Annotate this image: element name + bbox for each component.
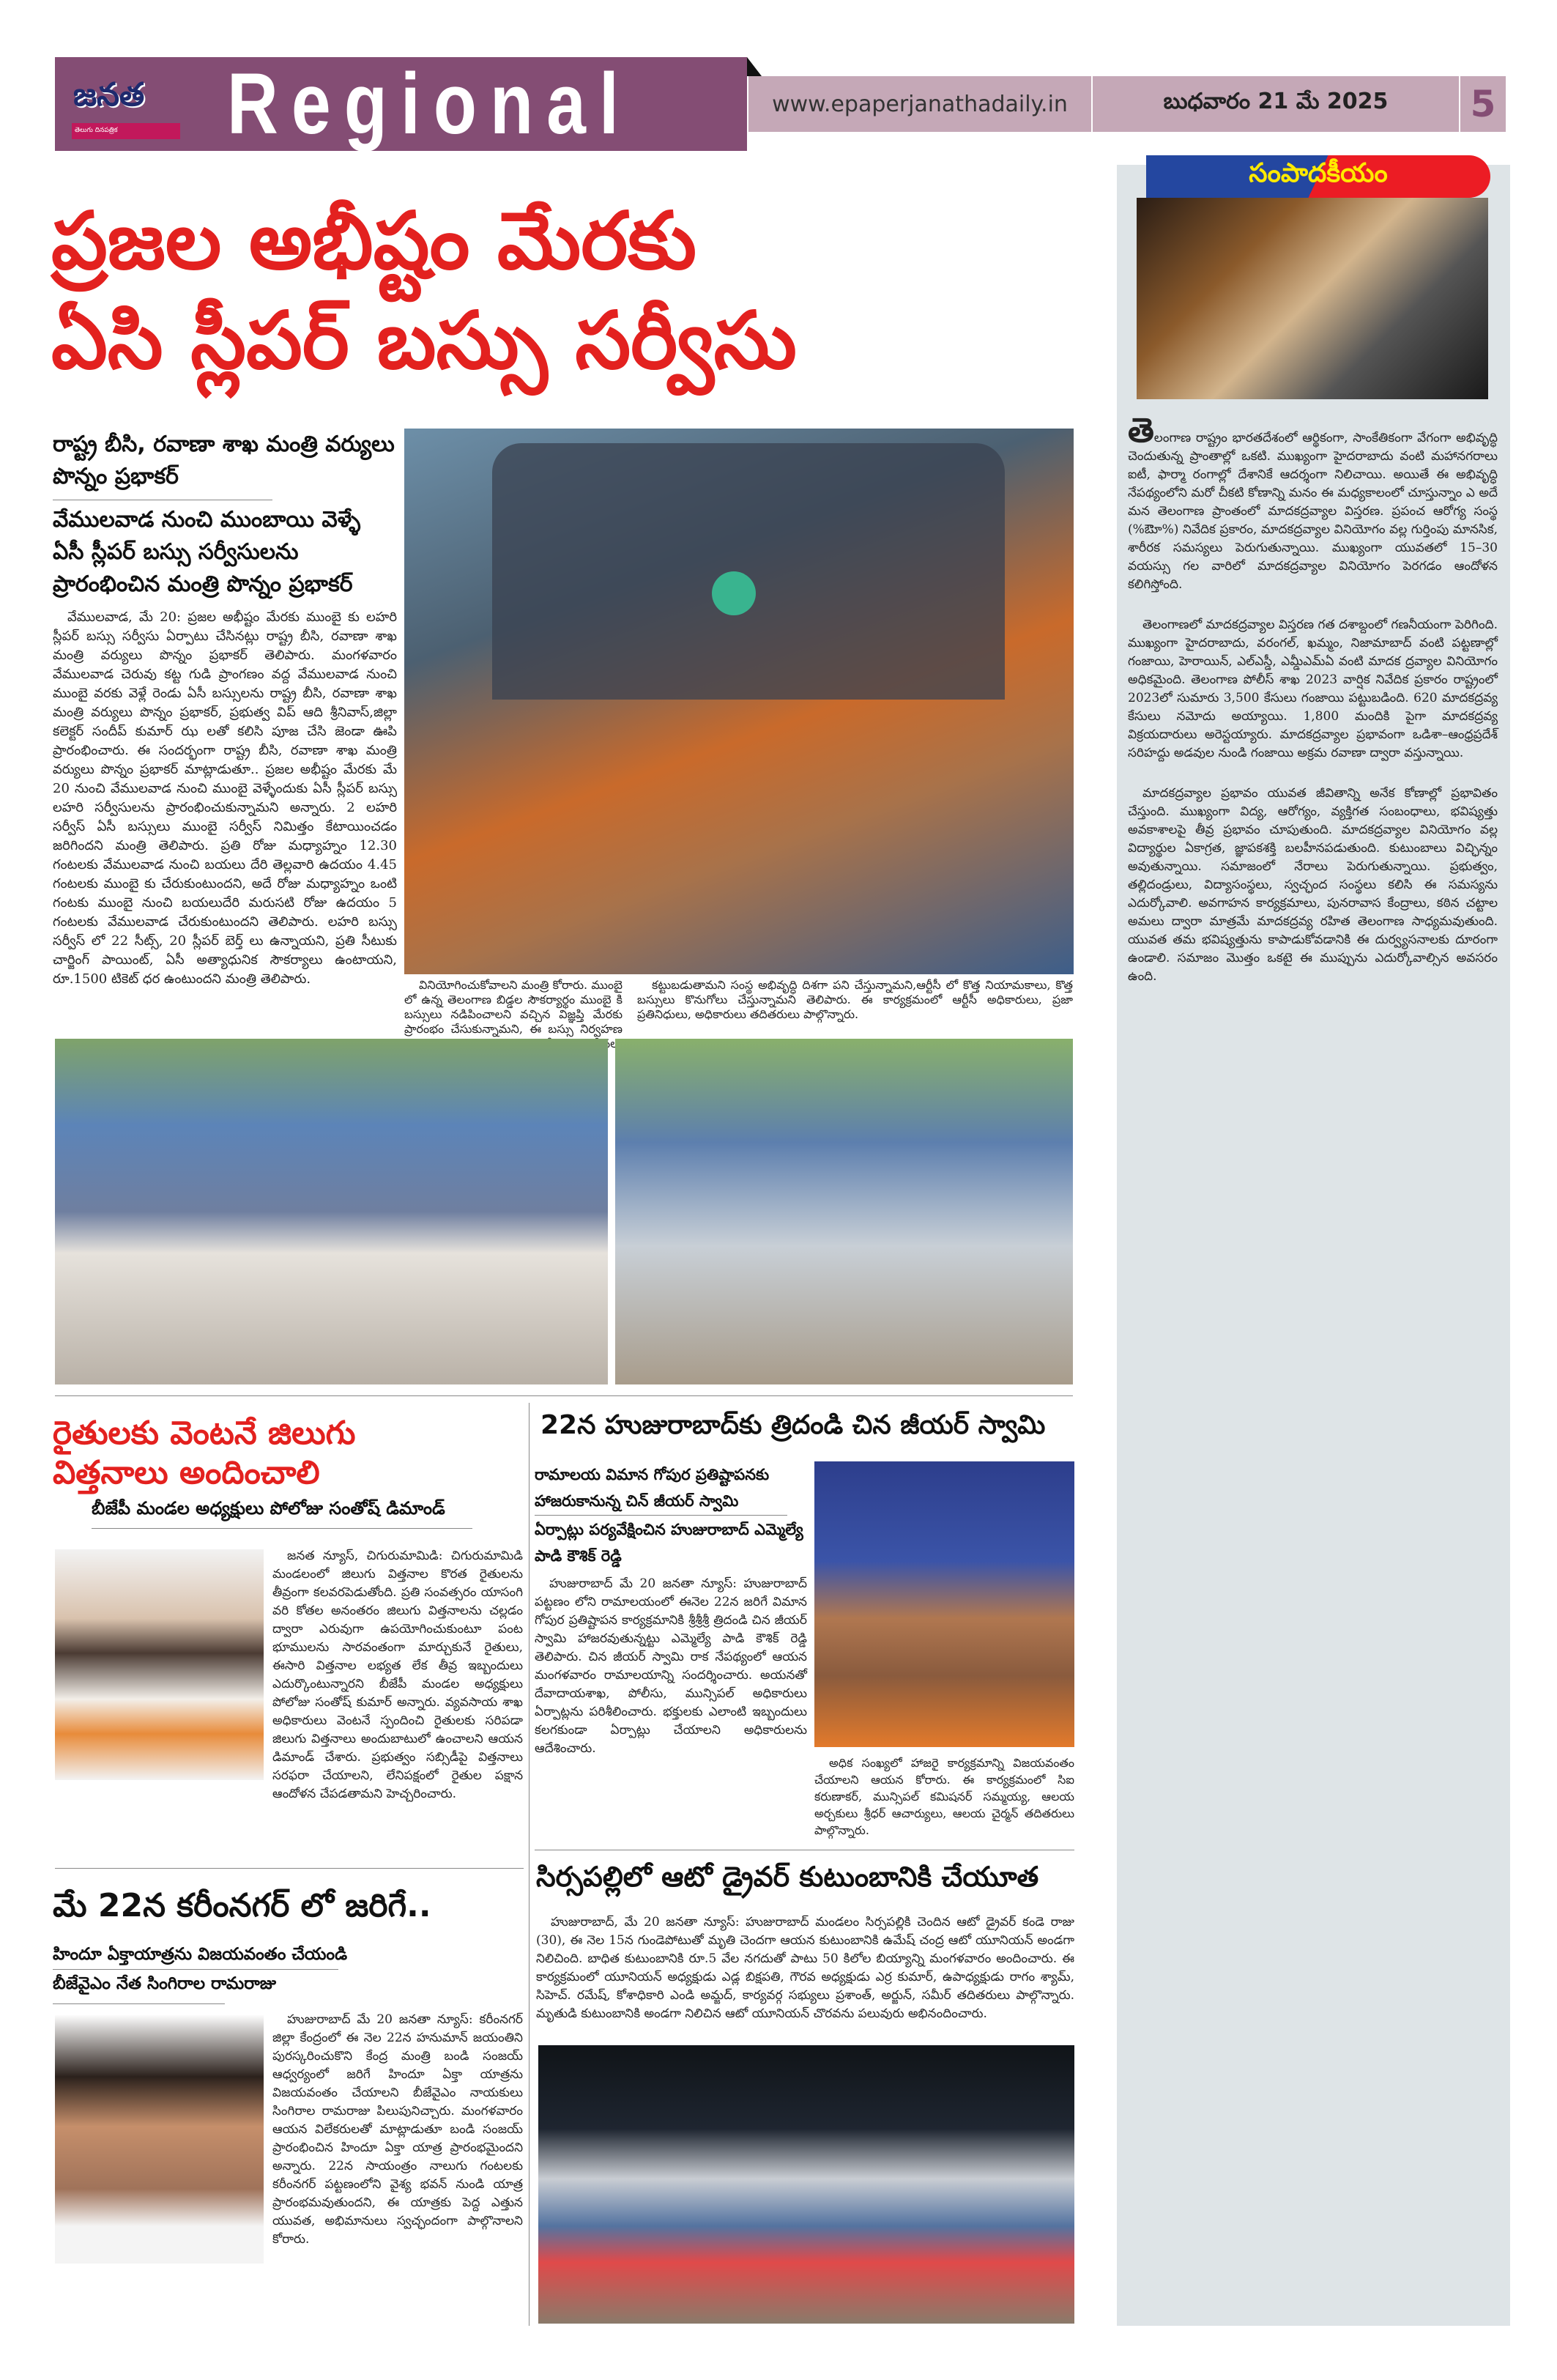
- editorial-paragraph-2: తెలంగాణలో మాదకద్రవ్యాల విస్తరణ గత దశాబ్దంలో గణనీయంగా పెరిగింది. ముఖ్యంగా హైదరాబాదు, వరంగల్, ఖమ్మం, నిజామాబాద్ వంటి పట్టణాల్లో గంజాయి, హెరాయిన్, ఎల్ఎస్డీ, ఎమ్డీఎమ్ఏ వంటి మాదక ద్రవ్యాల వినియోగం అధికమైంది. తెలంగాణ పోలీస్ శాఖ 2023 వార్షిక నివేదిక ప్రకారం రాష్ట్రంలో 2023లో సుమారు 3,500 కేసులు గంజాయి పట్టుబడింది. 620 మాదకద్రవ్య కేసులు నమోదు అయ్యాయి. 1,800 మందికి పైగా మాదకద్రవ్య విక్రయదారులు అరెస్టయ్యారు. మాదకద్రవ్యాల ప్రభావంగా ఒడిశా–ఆంధ్రప్రదేశ్ సరిహద్దు అడవుల నుండి గంజాయి అక్రమ రవాణా ద్వారా వస్తున్నాయి.: [1128, 618, 1498, 760]
- lead-body-col2: వినియోగించుకోవాలని మంత్రి కోరారు. ముంబై లో ఉన్న తెలంగాణ బిడ్డల సౌకర్యార్థం ముంబై కి బస్సులు నడిపించాలని వచ్చిన విజ్ఞప్తి మేరకు ప్రారంభం చేసుకున్నామని, ఈ బస్సు నిర్వహణ సేవలు: [404, 978, 623, 1050]
- editorial-label: సంపాదకీయం: [1146, 155, 1490, 198]
- photo-ministers-with-buses: [55, 1039, 608, 1384]
- jeeyar-subhead-1: రామాలయ విమాన గోపుర ప్రతిష్టాపనకు హాజరుకానున్న చిన్ జీయర్ స్వామి: [535, 1466, 770, 1510]
- logo-tagline: తెలుగు దినపత్రిక: [72, 123, 180, 139]
- section-title: Regional: [227, 56, 632, 152]
- logo: జనత: [73, 76, 145, 114]
- drop-cap: తె: [1128, 410, 1154, 450]
- divider: [535, 1515, 787, 1516]
- bus-front-shape: [492, 443, 1005, 700]
- page-number: 5: [1460, 76, 1506, 132]
- editorial-paragraph-1: లంగాణ రాష్ట్రం భారతదేశంలో ఆర్థికంగా, సాంకేతికంగా వేగంగా అభివృద్ధి చెందుతున్న ప్రాంతాల్లో ఒకటి. ముఖ్యంగా హైదరాబాదు వంటి మహానగరాలు ఐటీ, ఫార్మా రంగాల్లో దేశానికే ఆదర్శంగా నిలిచాయి. అయితే ఈ అభివృద్ధి నేపథ్యంలోని మరో చీకటి కోణాన్ని మనం ఈ మధ్యకాలంలో చూస్తున్నాం ఎ అదే మన తెలంగాణ ప్రాంతంలో మాదకద్రవ్యాల విస్తరణ. ప్రపంచ ఆరోగ్య సంస్థ (%ఔెూ%) నివేదిక ప్రకారం, మాదకద్రవ్యాల వినియోగం వల్ల గుర్తింపు మానసిక, శారీరక సమస్యలు పెరుగుతున్నాయి. ముఖ్యంగా యువతలో 15–30 వయస్సు గల వారిలో మాదకద్రవ్యాల వినియోగం పెరగడం ఆందోళన కలిగిస్తోంది.: [1128, 431, 1498, 592]
- farmers-body: జనత న్యూస్, చిగురుమామిడి: చిగురుమామిడి మండలంలో జిలుగు విత్తనాల కొరత రైతులను తీవ్రంగా కలవరపెడుతోంది. ప్రతి సంవత్సరం యాసంగి వరి కోతల అనంతరం జిలుగు విత్తనాలను చల్లడం ద్వారా ఎరువుగా ఉపయోగించుకుంటూ పంట భూములను సారవంతంగా మార్చుకునే రైతులు, ఈసారి విత్తనాల లభ్యత లేక తీవ్ర ఇబ్బందులు ఎదుర్కొంటున్నారని బీజేపీ మండల అధ్యక్షులు పోలోజు సంతోష్ కుమార్ అన్నారు. వ్యవసాయ శాఖ అధికారులు వెంటనే స్పందించి రైతులకు సరిపడా జిలుగు విత్తనాలు అందుబాటులో ఉంచాలని ఆయన డిమాండ్ చేశారు. ప్రభుత్వం సబ్సిడీపై విత్తనాలు సరఫరా చేయాలని, లేనిపక్షంలో రైతుల పక్షాన ఆందోళన చేపడతామని హెచ్చరించారు.: [272, 1549, 523, 1801]
- karimnagar-subhead-2: బీజేవైఎం నేత సింగిరాల రామరాజు: [53, 1974, 277, 1993]
- photo-auto-union-aid: [538, 2045, 1074, 2324]
- editorial-paragraph-3: మాదకద్రవ్యాల ప్రభావం యువత జీవితాన్ని అనేక కోణాల్లో ప్రభావితం చేస్తుంది. ముఖ్యంగా విద్య, ఆరోగ్యం, వ్యక్తిగత సంబంధాలు, భవిష్యత్తు అవకాశాలపై తీవ్ర ప్రభావం చూపుతుంది. మాదకద్రవ్యాల వినియోగం వల్ల విద్యార్థుల ఏకాగ్రత, జ్ఞాపకశక్తి బలహీనపడుతుంది. కుటుంబాలు విచ్ఛిన్నం అవుతున్నాయి. సమాజంలో నేరాలు పెరుగుతున్నాయి. ప్రభుత్వం, తల్లిదండ్రులు, విద్యాసంస్థలు, స్వచ్ఛంద సంస్థలు కలిసి ఈ సమస్యను ఎదుర్కోవాలి. అవగాహన కార్యక్రమాలు, పునరావాస కేంద్రాలు, కఠిన చట్టాల అమలు ద్వారా మాత్రమే మాదకద్రవ్య రహిత తెలంగాణ సాధ్యమవుతుంది. యువత తమ భవిష్యత్తును కాపాడుకోవడానికి ఈ దుర్వ్యసనాలకు దూరంగా ఉండాలి. సమాజం మొత్తం ఒకటై ఈ ముప్పును ఎదుర్కోవాల్సిన అవసరం ఉంది.: [1128, 786, 1498, 984]
- photo-chinna-jeeyar-swamy: [814, 1461, 1074, 1747]
- lead-photo-bus-inauguration: [404, 429, 1074, 974]
- lead-headline-line1: ప్రజల అభీష్టం మేరకు: [51, 196, 696, 287]
- auto-headline: సిర్సపల్లిలో ఆటో డ్రైవర్ కుటుంబానికి చేయూత: [536, 1861, 1039, 1893]
- website-url[interactable]: www.epaperjanathadaily.in: [748, 76, 1091, 132]
- corner-triangle: [747, 57, 762, 76]
- jeeyar-subhead-2: ఏర్పాట్లు పర్యవేక్షించిన హుజురాబాద్ ఎమ్మెల్యే పాడి కౌశిక్ రెడ్డి: [535, 1521, 803, 1565]
- photo-santhosh: [55, 1549, 264, 1780]
- jeeyar-body-cont: అధిక సంఖ్యలో హాజరై కార్యక్రమాన్ని విజయవంతం చేయాలని ఆయన కోరారు. ఈ కార్యక్రమంలో సిఐ కరుణాకర్, మున్సిపల్ కమిషనర్ సమ్మయ్య, ఆలయ అర్చకులు శ్రీధర్ ఆచార్యులు, ఆలయ చైర్మన్ తదితరులు పాల్గొన్నారు.: [814, 1756, 1074, 1837]
- farmers-headline-line2: విత్తనాలు అందించాలి: [53, 1454, 320, 1491]
- issue-date: బుధవారం 21 మే 2025: [1093, 76, 1459, 132]
- lead-subhead-2: వేములవాడ నుంచి ముంబాయి వెళ్ళే ఏసీ స్లీపర్ బస్సు సర్వీసులను ప్రారంభించిన మంత్రి పొన్నం ప్రభాకర్: [53, 507, 361, 597]
- jeeyar-body: హుజురాబాద్ మే 20 జనతా న్యూస్: హుజురాబాద్ పట్టణం లోని రామాలయంలో ఈనెల 22న జరిగే విమాన గోపుర ప్రతిష్టాపన కార్యక్రమానికి శ్రీశ్రీశ్రీ త్రిదండి చిన జీయర్ స్వామి హాజరవుతున్నట్టు ఎమ్మెల్యే పాడి కౌశిక్ రెడ్డి తెలిపారు. చిన జీయర్ స్వామి రాక నేపథ్యంలో ఆయన మంగళవారం రామాలయాన్ని సందర్శించారు. అయనతో దేవాదాయశాఖ, పోలీసు, మున్సిపల్ అధికారులు ఏర్పాట్లను పరిశీలించారు. భక్తులకు ఎలాంటి ఇబ్బందులు కలగకుండా ఏర్పాట్లు చేయాలని అధికారులను ఆదేశించారు.: [535, 1576, 807, 1756]
- lead-body: వేములవాడ, మే 20: ప్రజల అభీష్టం మేరకు ముంబై కు లహరి స్లీపర్ బస్సు సర్వీసు ఏర్పాటు చేసినట్లు రాష్ట్ర బీసి, రవాణా శాఖ మంత్రి వర్యులు పొన్నం ప్రభాకర్ తెలిపారు. మంగళవారం వేములవాడ చెరువు కట్ట గుడి ప్రాంగణం వద్ద వేములవాడ నుంచి ముంబై వరకు వెళ్లే రెండు ఏసీ బస్సులను రాష్ట్ర బీసి, రవాణా శాఖ మంత్రి వర్యులు పొన్నం ప్రభాకర్, ప్రభుత్వ విప్ ఆది శ్రీనివాస్,జిల్లా కలెక్టర్ సందీప్ కుమార్ ఝ లతో కలిసి పూజ చేసి జెండా ఊపి ప్రారంభించారు. ఈ సందర్భంగా రాష్ట్ర బీసి, రవాణా శాఖ మంత్రి వర్యులు పొన్నం ప్రభాకర్ మాట్లాడుతూ.. ప్రజల అభీష్టం మేరకు మే 20 నుంచి వేములవాడ నుంచి ముంబై వెళ్ళేందుకు ఏసీ స్లీపర్ బస్సు లహరి సర్వీసులను ప్రారంభించుకున్నామని అన్నారు. 2 లహరి సర్వీస్ ఏసీ బస్సులు ముంబై సర్వీస్ నిమిత్తం కేటాయించడం జరిగిందని మంత్రి తెలిపారు. ప్రతి రోజు మధ్యాహ్నం 12.30 గంటలకు వేములవాడ నుంచి బయలు దేరి తెల్లవారి ఉదయం 4.45 గంటలకు ముంబై కు చేరుకుంటుందని, అదే రోజు మధ్యాహ్నం ఒంటి గంటకు ముంబై నుంచి బయలుదేరి మరుసటి రోజు ఉదయం 5 గంటలకు వేములవాడ చేరుకుంటుందని తెలిపారు. లహరి బస్సు సర్వీస్ లో 22 సీట్స్, 20 స్లీపర్ బెర్త్ లు ఉన్నాయని, ప్రతి సీటుకు చార్జింగ్ పాయింట్, ఏసీ అత్యాధునిక సౌకర్యాలు ఉంటాయని, రూ.1500 టికెట్ ధర ఉంటుందని మంత్రి తెలిపారు.: [53, 609, 397, 987]
- divider: [53, 2003, 225, 2004]
- karimnagar-headline: మే 22న కరీంనగర్ లో జరిగే..: [53, 1887, 431, 1924]
- photo-ramaraju: [55, 2014, 264, 2264]
- karimnagar-subhead-1: హిందూ ఏక్తాయాత్రను విజయవంతం చేయండి: [53, 1945, 348, 1964]
- auto-body: హుజురాబాద్, మే 20 జనతా న్యూస్: హుజురాబాద్ మండలం సిర్సపల్లికి చెందిన ఆటో డ్రైవర్ కండె రాజు (30), ఈ నెల 15న గుండెపోటుతో మృతి చెందగా ఆయన కుటుంబానికి ఉమేష్ చంద్ర ఆటో యూనియన్ అండగా నిలిచింది. బాధిత కుటుంబానికి రూ.5 వేల నగదుతో పాటు 50 కిలోల బియ్యాన్ని మంగళవారం అందించారు. ఈ కార్యక్రమంలో యూనియన్ అధ్యక్షుడు ఎడ్ల బిక్షపతి, గౌరవ అధ్యక్షుడు ఎర్ర కుమార్, ఉపాధ్యక్షుడు రాగం శ్యామ్, సిహెచ్. రమేష్, కోశాధికారి ఎండి అమ్జద్, కార్యవర్గ సభ్యులు ప్రశాంత్, అర్జున్, సమీర్ తదితరులు పాల్గొన్నారు. మృతుడి కుటుంబానికి అండగా నిలిచిన ఆటో యూనియన్ చొరవను పలువురు అభినందించారు.: [536, 1915, 1074, 2021]
- photo-ac-sleeper-buses: [615, 1039, 1073, 1384]
- divider: [55, 1868, 524, 1869]
- divider: [53, 1969, 338, 1970]
- farmers-subhead: బీజేపీ మండల అధ్యక్షులు పోలోజు సంతోష్ డిమాండ్: [92, 1498, 445, 1519]
- lead-subhead-1: రాష్ట్ర బీసి, రవాణా శాఖ మంత్రి వర్యులు పొన్నం ప్రభాకర్: [53, 431, 395, 489]
- lead-headline: [51, 192, 1077, 391]
- editorial-photo-drugs: [1137, 198, 1488, 399]
- editorial-body: [1128, 410, 1498, 2316]
- section-divider: [55, 1395, 1073, 1396]
- divider: [92, 1528, 472, 1529]
- farmers-headline-line1: రైతులకు వెంటనే జిలుగు: [53, 1415, 356, 1452]
- lead-headline-line2: ఏసి స్లీపర్ బస్సు సర్వీసు: [51, 295, 797, 387]
- jeeyar-headline: 22న హుజురాబాద్‌కు త్రిదండి చిన జీయర్ స్వామి: [540, 1410, 1046, 1440]
- farmers-headline: [53, 1414, 521, 1493]
- karimnagar-body: హుజురాబాద్ మే 20 జనతా న్యూస్: కరీంనగర్ జిల్లా కేంద్రంలో ఈ నెల 22న హనుమాన్ జయంతిని పురస్కరించుకొని కేంద్ర మంత్రి బండి సంజయ్ ఆధ్వర్యంలో జరిగే హిందూ ఏక్తా యాత్రను విజయవంతం చేయాలని బీజేవైఎం నాయకులు సింగిరాల రామరాజు పిలుపునిచ్చారు. మంగళవారం ఆయన విలేకరులతో మాట్లాడుతూ బండి సంజయ్ ప్రారంభించిన హిందూ ఏక్తా యాత్ర ప్రారంభమైందని అన్నారు. 22న సాయంత్రం నాలుగు గంటలకు కరీంనగర్ పట్టణంలోని వైశ్య భవన్ నుండి యాత్ర ప్రారంభమవుతుందని, ఈ యాత్రకు పెద్ద ఎత్తున యువత, అభిమానులు స్వచ్ఛందంగా పాల్గొనాలని కోరారు.: [272, 2012, 523, 2247]
- lead-body-col3: కట్టుబడుతామని సంస్థ అభివృద్ధి దిశగా పని చేస్తున్నామని,ఆర్టీసీ లో కొత్త నియామకాలు, కొత్త బస్సులు కొనుగోలు చేస్తున్నామని తెలిపారు. ఈ కార్యక్రమంలో ఆర్టీసీ అధికారులు, ప్రజా ప్రతినిధులు, అధికారులు తదితరులు పాల్గొన్నారు.: [637, 978, 1073, 1021]
- balloon: [712, 571, 756, 615]
